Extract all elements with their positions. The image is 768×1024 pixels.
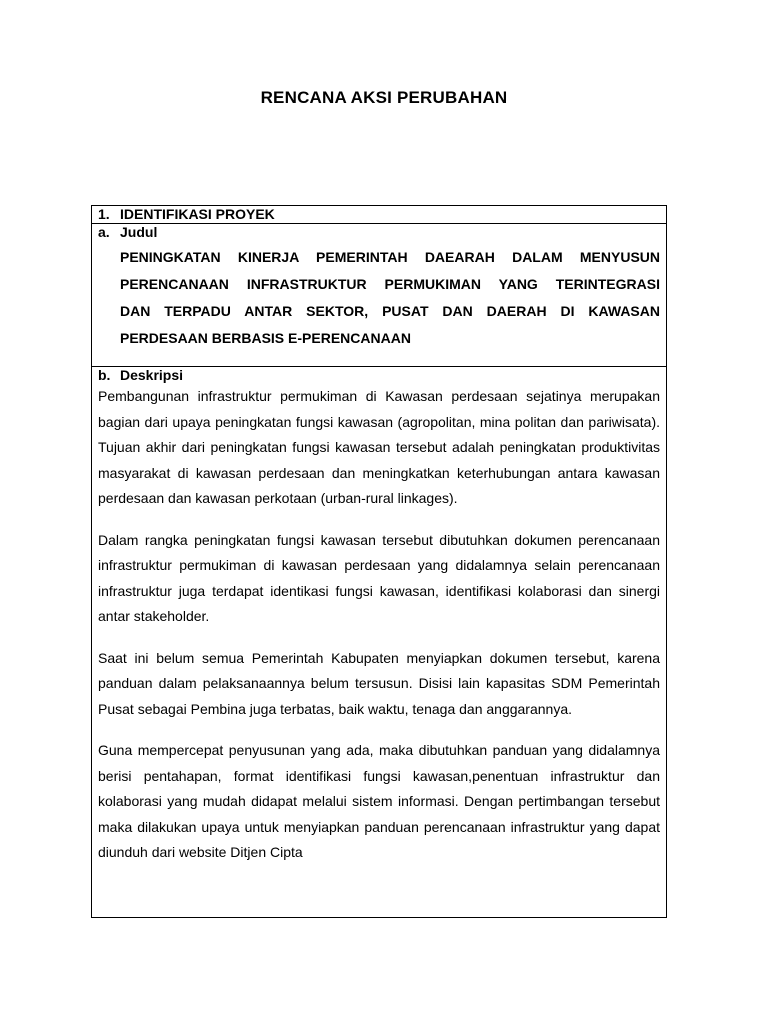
section-header-cell <box>92 206 667 224</box>
section-number: 1. <box>98 206 110 222</box>
project-title-line: PENINGKATAN KINERJA PEMERINTAH DAEARAH DALAM MENYUSUN <box>120 249 660 265</box>
section-label: IDENTIFIKASI PROYEK <box>120 206 275 222</box>
project-title-line: PERDESAAN BERBASIS E-PERENCANAAN <box>120 330 411 346</box>
section-header-row <box>92 206 667 224</box>
judul-heading <box>98 224 660 241</box>
judul-marker: a. <box>98 224 110 240</box>
judul-cell <box>92 224 667 367</box>
deskripsi-heading <box>98 367 660 384</box>
judul-label: Judul <box>120 224 158 240</box>
description-paragraph: Guna mempercepat penyusunan yang ada, maka dibutuhkan panduan yang didalamnya berisi pentahapan, format identifikasi fungsi kawasan,penentuan infrastruktur dan kolaborasi yang mudah didapat melalui sistem informasi. Dengan pertimbangan tersebut maka dilakukan upaya untuk menyiapkan panduan perencanaan infrastruktur yang dapat diunduh dari website Ditjen Cipta <box>98 742 660 860</box>
deskripsi-marker: b. <box>98 367 111 383</box>
project-identification-table <box>91 205 667 918</box>
description-paragraph: Saat ini belum semua Pemerintah Kabupaten menyiapkan dokumen tersebut, karena panduan dalam pelaksanaannya belum tersusun. Disisi lain kapasitas SDM Pemerintah Pusat sebagai Pembina juga terbatas, baik waktu, tenaga dan anggarannya. <box>98 649 660 717</box>
page-title: RENCANA AKSI PERUBAHAN <box>260 88 508 107</box>
judul-row <box>92 224 667 367</box>
description-paragraph: Pembangunan infrastruktur permukiman di Kawasan perdesaan sejatinya merupakan bagian dari upaya peningkatan fungsi kawasan (agropolitan, mina politan dan pariwisata). Tujuan akhir dari peningkatan fungsi kawasan tersebut adalah peningkatan produktivitas masyarakat di kawasan perdesaan dan meningkatkan keterhubungan antara kawasan perdesaan dan kawasan perkotaan (urban-rural linkages). <box>98 388 660 506</box>
deskripsi-cell <box>92 367 667 918</box>
project-title-line: DAN TERPADU ANTAR SEKTOR, PUSAT DAN DAERAH DI KAWASAN <box>120 303 660 319</box>
project-title <box>98 244 660 352</box>
description-paragraph: Dalam rangka peningkatan fungsi kawasan tersebut dibutuhkan dokumen perencanaan infrastruktur permukiman di kawasan perdesaan yang didalamnya selain perencanaan infrastruktur juga terdapat identikasi fungsi kawasan, identifikasi kolaborasi dan sinergi antar stakeholder. <box>98 531 660 624</box>
deskripsi-row <box>92 367 667 918</box>
deskripsi-label: Deskripsi <box>120 367 184 383</box>
project-title-line: PERENCANAAN INFRASTRUKTUR PERMUKIMAN YANG TERINTEGRASI <box>120 276 660 292</box>
